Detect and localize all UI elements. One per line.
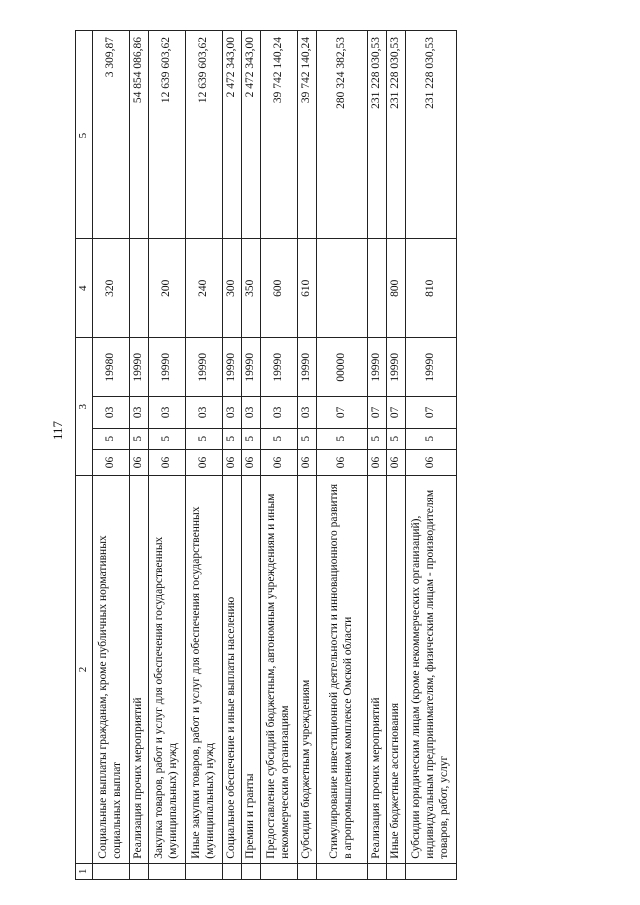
row-col-1 [149, 863, 186, 879]
table-row [223, 31, 242, 880]
row-sum: 3 309,87 [93, 31, 130, 239]
header-col-5: 5 [76, 31, 93, 239]
row-sum: 2 472 343,00 [223, 31, 242, 239]
row-name: Премии и гранты [242, 476, 261, 864]
table-row [149, 31, 186, 880]
row-code-p: 03 [261, 397, 298, 428]
row-code-g: 06 [387, 449, 406, 475]
row-name: Социальные выплаты гражданам, кроме публичных нормативных социальных выплат [93, 476, 130, 864]
row-code-p: 03 [298, 397, 317, 428]
table-row [368, 31, 387, 880]
row-col-1 [93, 863, 130, 879]
row-name: Социальное обеспечение и иные выплаты населению [223, 476, 242, 864]
page-number: 117 [50, 420, 65, 440]
row-code-s: 5 [149, 428, 186, 449]
table-row [317, 31, 368, 880]
row-code-s: 5 [261, 428, 298, 449]
row-code-d: 19990 [149, 338, 186, 397]
row-code-s: 5 [368, 428, 387, 449]
row-col-1 [317, 863, 368, 879]
row-sum: 231 228 030,53 [406, 31, 457, 239]
row-sum: 54 854 086,86 [130, 31, 149, 239]
row-col-1 [130, 863, 149, 879]
row-code-s: 5 [317, 428, 368, 449]
row-col-1 [223, 863, 242, 879]
row-code-p: 03 [130, 397, 149, 428]
row-vr: 810 [406, 239, 457, 338]
row-code-d: 19990 [261, 338, 298, 397]
rotated-budget-table [75, 30, 595, 880]
row-code-g: 06 [186, 449, 223, 475]
row-sum: 39 742 140,24 [298, 31, 317, 239]
row-col-1 [387, 863, 406, 879]
row-code-p: 03 [223, 397, 242, 428]
row-vr: 800 [387, 239, 406, 338]
table-row [298, 31, 317, 880]
row-code-s: 5 [387, 428, 406, 449]
row-code-p: 07 [368, 397, 387, 428]
row-code-d: 19990 [387, 338, 406, 397]
row-code-s: 5 [186, 428, 223, 449]
header-col-3: 3 [76, 338, 93, 476]
row-vr: 320 [93, 239, 130, 338]
row-code-d: 19980 [93, 338, 130, 397]
row-code-p: 03 [149, 397, 186, 428]
row-name: Закупка товаров, работ и услуг для обеспечения государственных (муниципальных) нужд [149, 476, 186, 864]
table-header-row [76, 31, 93, 880]
row-sum: 280 324 382,53 [317, 31, 368, 239]
table-row [93, 31, 130, 880]
row-name: Реализация прочих мероприятий [130, 476, 149, 864]
row-name: Реализация прочих мероприятий [368, 476, 387, 864]
table-row [406, 31, 457, 880]
row-code-g: 06 [149, 449, 186, 475]
row-code-s: 5 [223, 428, 242, 449]
row-code-g: 06 [130, 449, 149, 475]
row-code-g: 06 [261, 449, 298, 475]
row-code-g: 06 [223, 449, 242, 475]
row-code-d: 19990 [406, 338, 457, 397]
budget-table [75, 30, 457, 880]
row-code-s: 5 [406, 428, 457, 449]
row-code-g: 06 [406, 449, 457, 475]
row-vr [317, 239, 368, 338]
row-name: Иные закупки товаров, работ и услуг для обеспечения государственных (муниципальных) нужд [186, 476, 223, 864]
row-code-g: 06 [298, 449, 317, 475]
row-vr: 300 [223, 239, 242, 338]
row-vr: 600 [261, 239, 298, 338]
row-vr: 200 [149, 239, 186, 338]
row-name: Иные бюджетные ассигнования [387, 476, 406, 864]
row-code-p: 07 [387, 397, 406, 428]
row-vr [130, 239, 149, 338]
row-sum: 231 228 030,53 [387, 31, 406, 239]
row-code-s: 5 [242, 428, 261, 449]
row-code-g: 06 [368, 449, 387, 475]
row-vr: 240 [186, 239, 223, 338]
row-col-1 [261, 863, 298, 879]
row-code-d: 19990 [223, 338, 242, 397]
row-code-p: 07 [317, 397, 368, 428]
header-col-4: 4 [76, 239, 93, 338]
row-code-s: 5 [298, 428, 317, 449]
row-code-d: 19990 [242, 338, 261, 397]
row-code-s: 5 [93, 428, 130, 449]
table-row [130, 31, 149, 880]
header-col-1: 1 [76, 863, 93, 879]
row-sum: 2 472 343,00 [242, 31, 261, 239]
row-code-p: 07 [406, 397, 457, 428]
table-row [242, 31, 261, 880]
row-code-d: 19990 [130, 338, 149, 397]
row-code-g: 06 [242, 449, 261, 475]
row-col-1 [186, 863, 223, 879]
row-col-1 [368, 863, 387, 879]
row-code-p: 03 [242, 397, 261, 428]
row-col-1 [242, 863, 261, 879]
row-name: Стимулирование инвестиционной деятельности и инновационного развития в агропромышленном комплексе Омской области [317, 476, 368, 864]
row-code-d: 19990 [298, 338, 317, 397]
row-vr [368, 239, 387, 338]
row-vr: 610 [298, 239, 317, 338]
row-sum: 12 639 603,62 [149, 31, 186, 239]
row-vr: 350 [242, 239, 261, 338]
row-code-d: 19990 [368, 338, 387, 397]
row-code-p: 03 [186, 397, 223, 428]
row-col-1 [298, 863, 317, 879]
row-code-d: 19990 [186, 338, 223, 397]
row-code-p: 03 [93, 397, 130, 428]
row-code-g: 06 [317, 449, 368, 475]
header-col-2: 2 [76, 476, 93, 864]
row-name: Субсидии юридическим лицам (кроме некоммерческих организаций), индивидуальным предпринимателям, физическим лицам - производителям товаров, работ, услуг [406, 476, 457, 864]
row-sum: 39 742 140,24 [261, 31, 298, 239]
table-row [261, 31, 298, 880]
row-code-d: 00000 [317, 338, 368, 397]
table-row [387, 31, 406, 880]
row-col-1 [406, 863, 457, 879]
row-code-g: 06 [93, 449, 130, 475]
row-code-s: 5 [130, 428, 149, 449]
table-row [186, 31, 223, 880]
row-sum: 231 228 030,53 [368, 31, 387, 239]
row-sum: 12 639 603,62 [186, 31, 223, 239]
row-name: Субсидии бюджетным учреждениям [298, 476, 317, 864]
row-name: Предоставление субсидий бюджетным, автономным учреждениям и иным некоммерческим организациям [261, 476, 298, 864]
